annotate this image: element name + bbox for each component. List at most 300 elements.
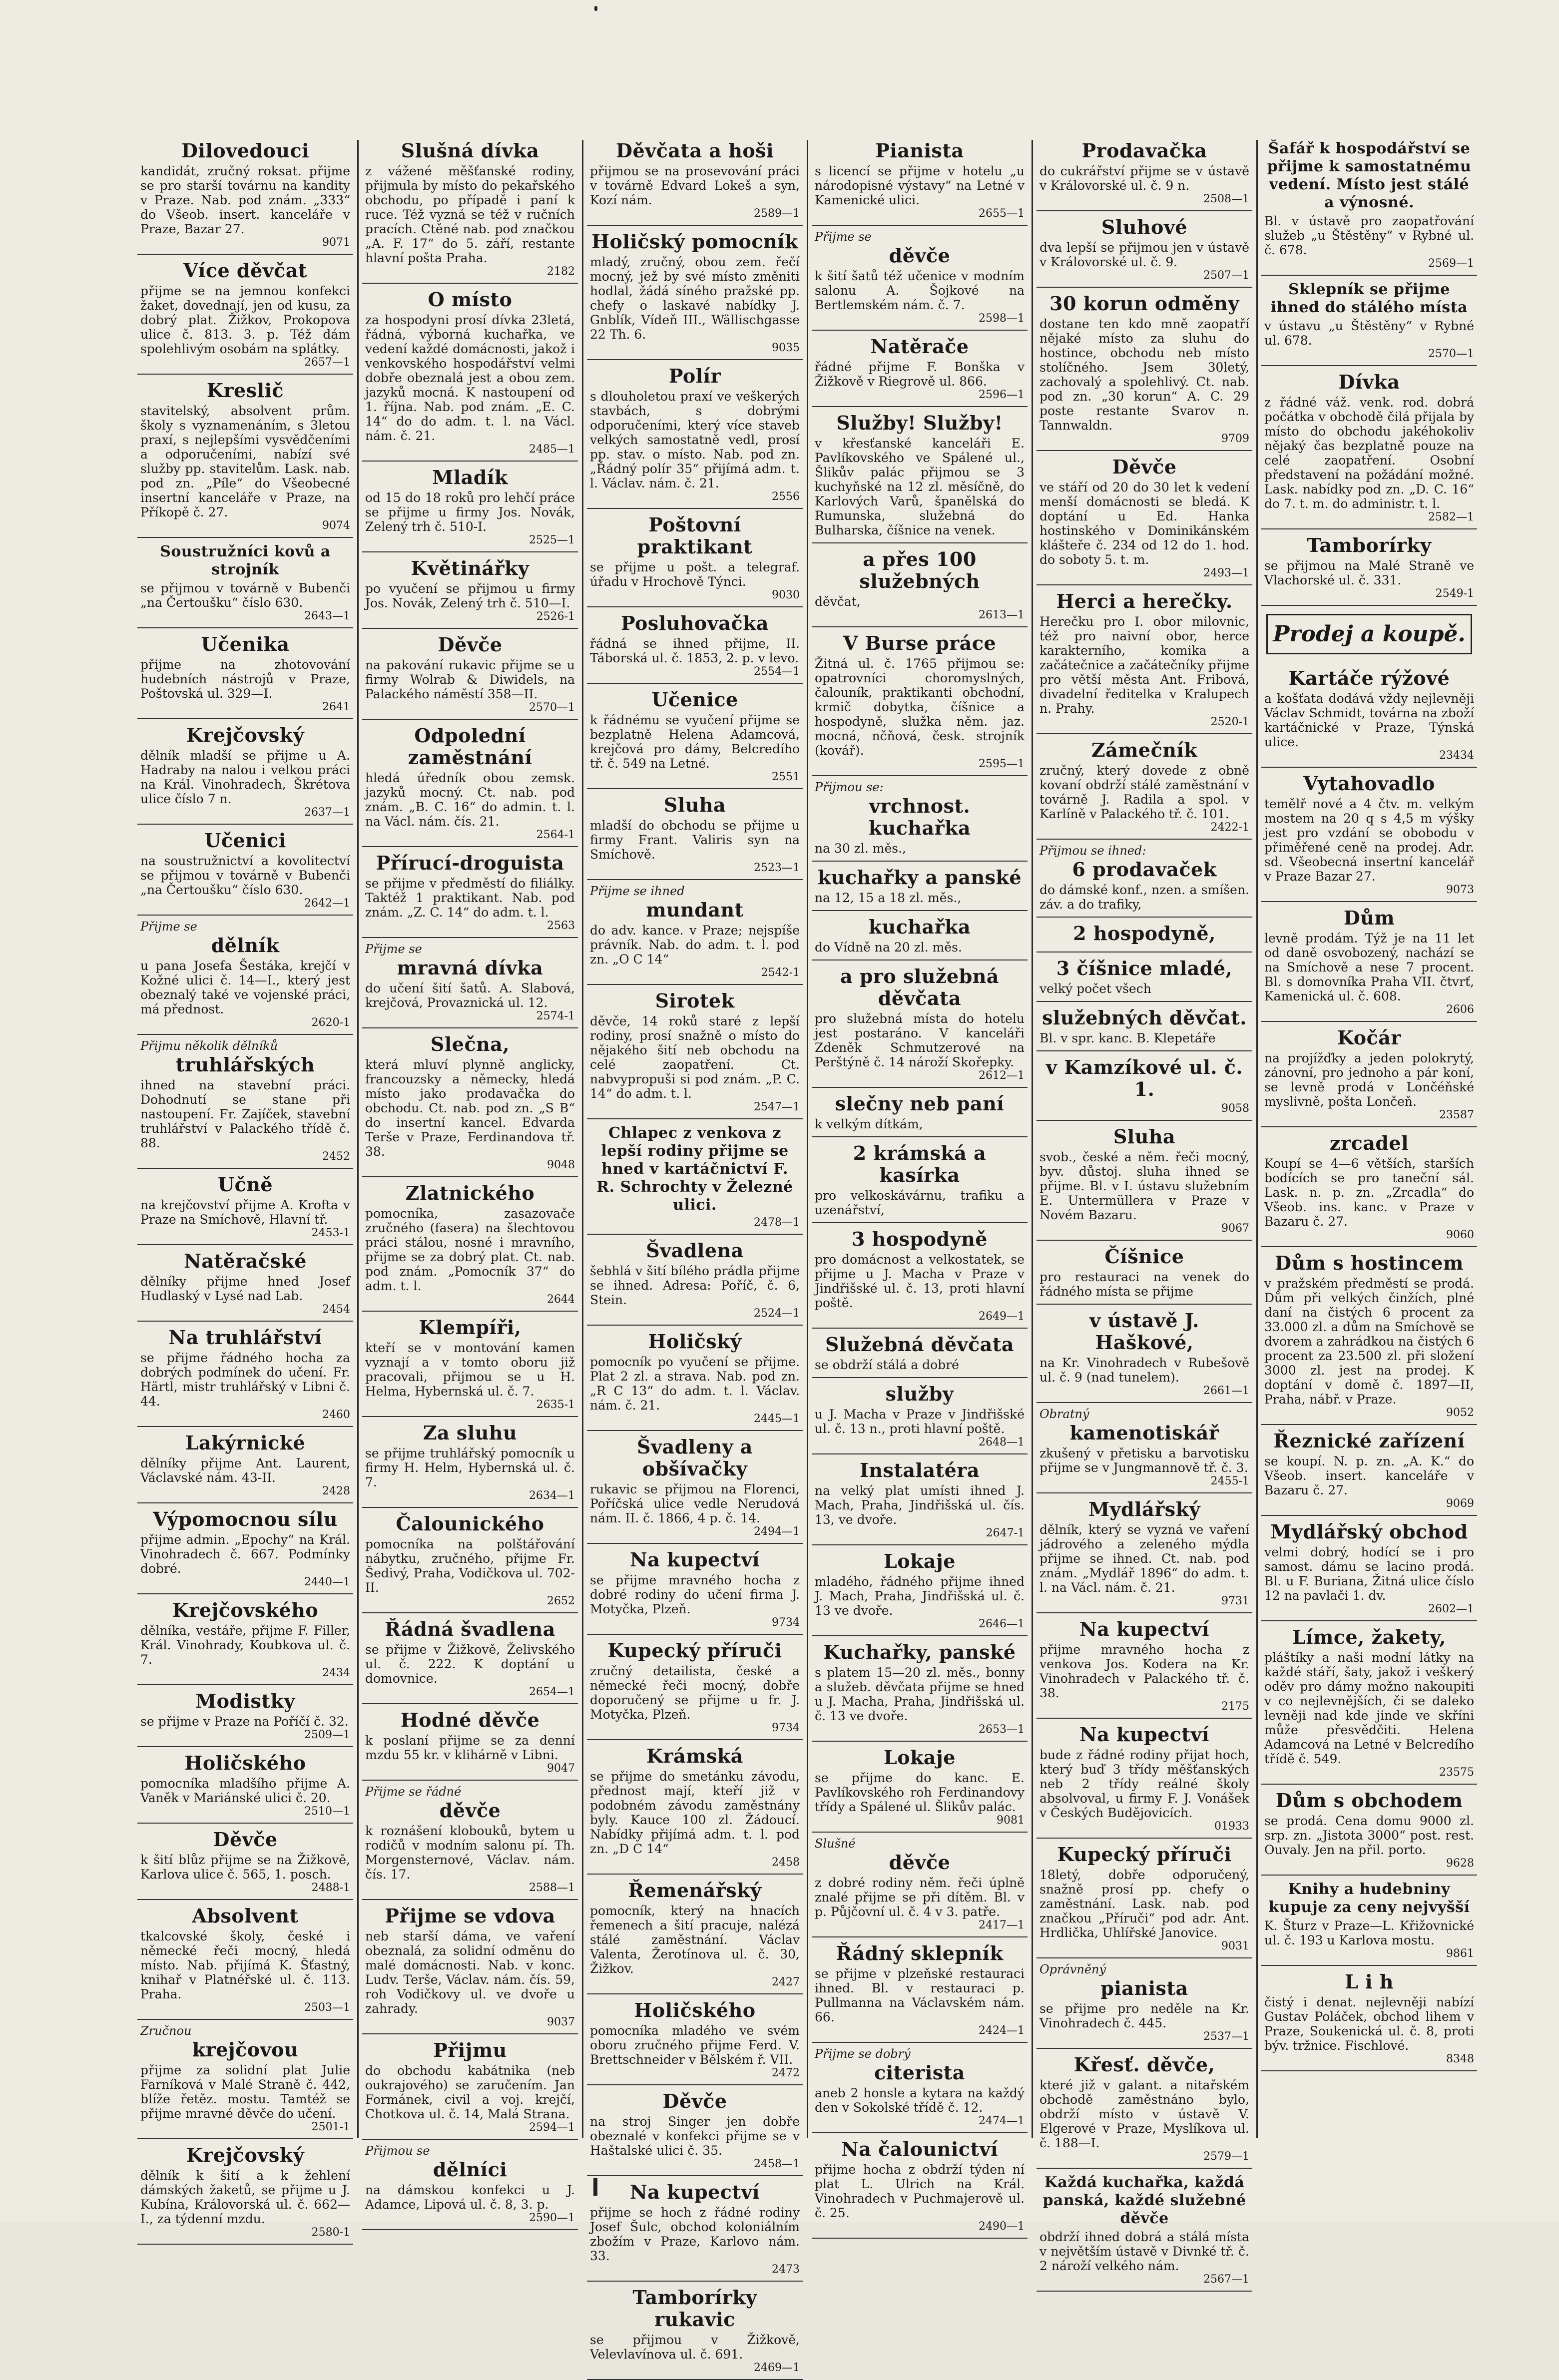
ad-reference-number: 9047 <box>547 1762 575 1775</box>
ad-headline: Řeznické zařízení <box>1273 1429 1465 1452</box>
ad-body: se přijmou v továrně v Bubenči „na Čertoušku“ číslo 630. <box>140 581 350 610</box>
classified-ad <box>812 2133 1028 2239</box>
classified-ad <box>1261 366 1477 529</box>
classified-ad <box>1037 1839 1252 1958</box>
classified-ad <box>587 2176 803 2282</box>
classified-ad <box>362 1781 578 1900</box>
ad-body: se přijme v plzeňské restauraci ihned. Bl. v restauraci p. Pullmanna na Václavském nám. 66. <box>815 1966 1025 2024</box>
ad-reference-number: 2606 <box>1446 1003 1474 1016</box>
ad-headline: Zámečník <box>1091 739 1198 761</box>
classified-ad <box>587 789 803 880</box>
ad-body: se přijme do kanc. E. Pavlíkovského roh Ferdinandovy třídy a Spálené ul. Šlikův palác. <box>815 1771 1025 1814</box>
ad-body: přijme na zhotovování hudebních nástrojů v Praze, Poštovská ul. 329—I. <box>140 657 350 701</box>
ad-body: obdrží ihned dobrá a stálá místa v největším ústavě v Divnké tř. č. 2 nároží velkého nám. <box>1039 2230 1249 2273</box>
classified-ad <box>587 880 803 985</box>
ad-preline: Přijmou se ihned: <box>1039 844 1146 858</box>
classified-ad <box>1261 1247 1477 1425</box>
ad-preline: Zručnou <box>140 2024 192 2038</box>
ad-preline: Přijme se řádné <box>365 1785 462 1799</box>
ad-headline: Slečna, <box>430 1033 510 1055</box>
column-rule <box>357 140 359 2138</box>
ad-body: pláštíky a naši modní látky na každé stáří, šaty, jakož i veškerý oděv pro dámy možno nakoupiti v co nejlevnějších, či se daleko levněji nad kde jinde ve skříni může přesvědčiti. Helena Adamcová na Letné v Belcredího třídě č. 549. <box>1264 1650 1474 1766</box>
ad-headline: Děvče <box>1112 456 1177 478</box>
ad-headline: Na kupectví <box>630 1548 760 1571</box>
ad-body: řádná se ihned přijme, II. Táborská ul. č. 1853, 2. p. v levo. <box>590 636 800 665</box>
ad-reference-number: 2569—1 <box>1428 257 1474 270</box>
ad-headline: Kočár <box>1337 1026 1401 1049</box>
classified-ad <box>137 2139 353 2245</box>
classified-ad <box>1261 662 1477 768</box>
classified-ad <box>1261 1425 1477 1516</box>
ad-body: k poslaní přijme se za denní mzdu 55 kr. v klihárně v Libni. <box>365 1733 575 1762</box>
ad-body: se přijme u pošt. a telegraf. úřadu v Hrochově Týnci. <box>590 560 800 589</box>
ad-body: mladší do obchodu se přijme u firmy Frant. Valiris syn na Smíchově. <box>590 818 800 862</box>
classified-ad <box>812 226 1028 331</box>
ad-headline: 2 krámská a kasírka <box>853 1142 987 1186</box>
ad-reference-number: 2520-1 <box>1210 716 1249 728</box>
ad-headline: Absolvent <box>192 1904 299 1927</box>
classified-ad <box>587 2282 803 2380</box>
classified-ad <box>137 916 353 1035</box>
ad-body: pro velkoskávárnu, trafiku a uzenářství, <box>815 1188 1025 1217</box>
classified-ad <box>812 407 1028 543</box>
ad-body: která mluví plynně anglicky, francouzsky a německy, hledá místo jako prodavačka do obchodu. Ct. nab. pod zn. „S B“ do insertní kancel. Edvarda Terše v Praze, Ferdinandova tř. 38. <box>365 1057 575 1159</box>
ad-headline: Krejčovský <box>186 724 305 746</box>
classified-ad <box>362 462 578 552</box>
ad-reference-number: 2648—1 <box>979 1436 1025 1448</box>
classified-ad <box>362 1312 578 1417</box>
ad-preline: Oprávněný <box>1039 1962 1106 1976</box>
ad-headline: Řádná švadlena <box>385 1618 555 1640</box>
classified-ad <box>137 2020 353 2139</box>
ad-headline: Švadlena <box>646 1239 744 1262</box>
ad-column-1 <box>137 135 353 2239</box>
ad-reference-number: 2488-1 <box>311 1882 350 1894</box>
classified-ad <box>587 2085 803 2176</box>
ad-reference-number: 2563 <box>547 920 575 932</box>
ad-headline: L i h <box>1345 1970 1394 1993</box>
classified-ad <box>1261 135 1477 276</box>
ad-body: se přijme v předměstí do filiálky. Taktéž 1 praktikant. Nab. pod znám. „Z. C. 14“ do adm. t. l. <box>365 876 575 920</box>
ad-headline: krejčovou <box>192 2038 299 2061</box>
ad-reference-number: 2422-1 <box>1210 821 1249 834</box>
ad-headline: Děvče <box>438 633 503 656</box>
classified-ad <box>362 552 578 629</box>
ad-body: pro restauraci na venek do řádného místa se přijme <box>1039 1270 1249 1299</box>
page-mark-bottom <box>593 2178 597 2196</box>
ad-reference-number: 2537—1 <box>1203 2030 1249 2043</box>
ad-headline: Hodné děvče <box>400 1709 540 1731</box>
ad-preline: Přijme se ihned <box>590 884 685 898</box>
ad-reference-number: 2554—1 <box>754 665 800 678</box>
ad-body: mladého, řádného přijme ihned J. Mach, Praha, Jindřišská ul. č. 13 ve dvoře. <box>815 1574 1025 1618</box>
ad-reference-number: 8348 <box>1446 2053 1474 2065</box>
classified-ad <box>812 1378 1028 1454</box>
ad-body: do obchodu kabátnika (neb oukrajového) se zaručením. Jan Formánek, civil a voj. krejčí, Chotkova ul. č. 14, Malá Strana. <box>365 2063 575 2121</box>
ad-reference-number: 2478—1 <box>754 1216 800 1229</box>
ad-headline: Učenice <box>651 688 738 711</box>
ad-reference-number: 9734 <box>772 1616 800 1629</box>
ad-body: na velký plat umísti ihned J. Mach, Praha, Jindřišská ul. čís. 13, ve dvoře. <box>815 1483 1025 1527</box>
classified-ad <box>587 135 803 226</box>
ad-headline: citerista <box>874 2061 965 2084</box>
ad-headline: Děvče <box>213 1828 278 1851</box>
ad-body: pomocníka, zasazovače zručného (fasera) na šlechtovou práci stálou, nosné i mravního, přijme se za dobrý plat. Ct. nab. pod znám. „Pomocník 37“ do adm. t. l. <box>365 1206 575 1293</box>
ad-body: se přijme v Žižkově, Želivského ul. č. 222. K doptání u domovnice. <box>365 1642 575 1686</box>
ad-headline: Zlatnického <box>405 1182 535 1204</box>
classified-ad <box>137 1824 353 1900</box>
classified-ad <box>137 1245 353 1322</box>
ad-reference-number: 9030 <box>772 589 800 601</box>
ad-body: hledá úředník obou zemsk. jazyků mocný. Ct. nab. pod znám. „B. C. 16“ do admin. t. l. na Václ. nám. čís. 21. <box>365 771 575 829</box>
ad-body: z řádné váž. venk. rod. dobrá počátka v obchodě čilá přijala by místo do obchodu jakéhokoliv nějaký čas bezplatně pouze na celé zaopatření. Osobní představení na požádání možné. Lask. nabídky pod zn. „D. C. 16“ do 7. t. m. do administr. t. l. <box>1264 395 1474 511</box>
ad-body: tkalcovské školy, české i německé řeči mocný, hledá místo. Nab. přijímá K. Šťastný, knihař v Platnéřské ul. č. 113. Praha. <box>140 1929 350 2001</box>
ad-preline: Přijme se <box>365 942 422 956</box>
column-rule <box>1032 140 1033 2138</box>
classified-ad <box>1261 1022 1477 1127</box>
ad-headline: Vytahovadlo <box>1303 772 1435 795</box>
ad-body: přijme se na jemnou konfekci žaket, dovednají, jen od kusu, za dobrý plat. Žižkov, Prokopova ulice č. 813. 3. p. Též dám spolehlivým osobám na splátky. <box>140 284 350 356</box>
ad-headline: Mydlářský obchod <box>1270 1520 1468 1543</box>
classified-ad <box>362 1177 578 1312</box>
ad-body: za hospodyni prosí dívka 23letá, řádná, výborná kuchařka, ve vedení každé domácnosti, jakož i venkovského hospodářství velmi dobře obeznalá jest a obou zem. jazyků mocná. K nastoupení od 1. října. Nab. pod znám. „E. C. 14“ do do adm. t. l. na Václ. nám. č. 21. <box>365 313 575 443</box>
ad-headline: Slušná dívka <box>401 139 539 162</box>
ad-headline: dělníci <box>433 2158 508 2181</box>
ad-reference-number: 9861 <box>1446 1947 1474 1960</box>
ad-body: pro domácnost a velkostatek, se přijme u J. Macha v Praze v Jindřišské ul. č. 13, proti hlavní poště. <box>815 1252 1025 1310</box>
ad-reference-number: 2635-1 <box>536 1399 575 1411</box>
ad-reference-number: 2556 <box>772 490 800 503</box>
ad-body: se koupí. N. p. zn. „A. K.“ do Všeob. insert. kanceláře v Bazaru č. 27. <box>1264 1454 1474 1497</box>
ad-headline: Děvčata a hoši <box>615 139 774 162</box>
ad-headline: Krejčovského <box>172 1599 319 1621</box>
ad-reference-number: 2525—1 <box>529 534 575 546</box>
classified-ad <box>1037 918 1252 952</box>
ad-reference-number: 2453-1 <box>311 1227 350 1239</box>
classified-ad <box>1261 529 1477 606</box>
ad-headline: Límce, žakety, <box>1292 1626 1447 1648</box>
ad-body: děvče, 14 roků staré z lepší rodiny, prosí snažně o místo do nějakého šití neb obchodu na celé zaopatření. Ct. nabvypropuši si pod znám. „P. C. 14“ do adm. t. l. <box>590 1014 800 1101</box>
ad-preline: Slušné <box>815 1837 856 1851</box>
ad-body: svob., české a něm. řeči mocný, byv. důstoj. sluha ihned se přijme. Bl. v I. ústavu služebním E. Untermüllera v Praze v Novém Bazaru. <box>1039 1150 1249 1222</box>
ad-reference-number: 2598—1 <box>979 312 1025 325</box>
ad-reference-number: 2424—1 <box>979 2024 1025 2037</box>
ad-body: pomocníka na polštářování nábytku, zručného, přijme Fr. Šedivý, Praha, Vodičkova ul. 702-II. <box>365 1537 575 1595</box>
classified-ad <box>137 538 353 628</box>
ad-reference-number: 2508—1 <box>1203 193 1249 205</box>
ad-reference-number: 2574-1 <box>536 1010 575 1022</box>
classified-ad <box>587 1875 803 1994</box>
ad-body: kteří se v montování kamen vyznají a v tomto oboru již pracovali, přijmou se u H. Helma, Hybernská ul. č. 7. <box>365 1341 575 1399</box>
ad-reference-number: 2524—1 <box>754 1307 800 1320</box>
ad-headline: Učenici <box>204 829 286 852</box>
classified-ad <box>812 1329 1028 1378</box>
ad-body: na 12, 15 a 18 zl. měs., <box>815 891 962 905</box>
classified-ad <box>587 1119 803 1235</box>
ad-headline: Křesť. děvče, <box>1073 2053 1215 2076</box>
ad-body: dva lepší se přijmou jen v ústavě v Královorské ul. č. 9. <box>1039 240 1249 269</box>
ad-headline: Chlapec z venkova z lepší rodiny přijme se hned v kartáčnictví F. R. Schrochty v Železné ulici. <box>596 1124 793 1214</box>
ad-reference-number: 2490—1 <box>979 2220 1025 2233</box>
ad-headline: Kartáče rýžové <box>1288 667 1450 689</box>
ad-reference-number: 2455-1 <box>1210 1475 1249 1487</box>
classified-ad <box>137 375 353 538</box>
ad-reference-number: 2445—1 <box>754 1413 800 1425</box>
ad-reference-number: 2570—1 <box>1428 348 1474 360</box>
ad-body: velmi dobrý, hodící se i pro samost. dámu se lacino prodá. Bl. u F. Buriana, Žitná ulice číslo 12 na pavlači 1. dv. <box>1264 1545 1474 1603</box>
ad-body: se prodá. Cena domu 9000 zl. srp. zn. „Jistota 3000“ post. rest. Ouvaly. Jen na přil. porto. <box>1264 1814 1474 1857</box>
ad-body: u J. Macha v Praze v Jindřišské ul. č. 13 n., proti hlavní poště. <box>815 1407 1025 1436</box>
page-mark-top <box>594 6 597 11</box>
ad-body: z dobré rodiny něm. řeči úplně znalé přijme se při dítěm. Bl. v p. Půjčovní ul. č. 4 v 3. patře. <box>815 1876 1025 1919</box>
ad-headline: Květinářky <box>411 557 529 579</box>
ad-reference-number: 2507—1 <box>1203 269 1249 282</box>
classified-ad <box>812 1742 1028 1833</box>
ad-headline: O místo <box>428 288 513 311</box>
ad-body: od 15 do 18 roků pro lehčí práce se přijme u firmy Jos. Novák, Zelený trh č. 510-I. <box>365 490 575 534</box>
ad-reference-number: 9069 <box>1446 1497 1474 1510</box>
ad-headline: v ústavě J. Haškové, <box>1089 1309 1199 1354</box>
ad-reference-number: 2473 <box>772 2263 800 2276</box>
ad-headline: Řemenářský <box>628 1879 762 1902</box>
ad-reference-number: 2493—1 <box>1203 567 1249 579</box>
classified-ad <box>812 776 1028 862</box>
ad-body: přijmou se na prosevování práci v továrně Edvard Lokeš a syn, Kozí nám. <box>590 164 800 207</box>
ad-reference-number: 9035 <box>772 342 800 354</box>
classified-ad <box>812 135 1028 226</box>
ad-reference-number: 2549-1 <box>1435 587 1474 600</box>
ad-preline: Přijmou se <box>365 2144 430 2158</box>
ad-body: dělník mladší se přijme u A. Hadraby na nalou i velkou práci na Král. Vinohradech, Škrétova ulice číslo 7 n. <box>140 748 350 806</box>
ad-headline: Natěrače <box>870 335 969 358</box>
ad-headline: Na kupectví <box>630 2181 760 2203</box>
column-rule <box>582 140 583 2138</box>
ad-headline: Výpomocnou sílu <box>153 1508 338 1530</box>
ad-reference-number: 9060 <box>1446 1229 1474 1241</box>
ad-body: zručný detailista, české a německé řeči mocný, dobře doporučený se přijme u fr. J. Motyčka, Plzeň. <box>590 1664 800 1722</box>
ad-body: 18letý, dobře odporučený, snažně prosí pp. chefy o zaměstnání. Lask. nab. pod značkou „Příruči“ pod adr. Ant. Hrdlička, Uhlířské Janovice. <box>1039 1868 1249 1940</box>
classified-ad <box>812 1137 1028 1223</box>
ad-headline: Krámská <box>646 1745 743 1767</box>
ad-headline: Lokaje <box>884 1550 956 1572</box>
ad-body: k roznášení klobouků, bytem u rodičů v modním salonu pí. Th. Morgensternové, Václav. nám. čís. 17. <box>365 1824 575 1882</box>
ad-headline: Děvče <box>662 2090 727 2112</box>
classified-ad <box>587 1740 803 1875</box>
ad-body: pomocník po vyučení se přijme. Plat 2 zl. a strava. Nab. pod zn. „R C 13“ do adm. t. l. Václav. nám. č. 21. <box>590 1355 800 1413</box>
classified-ad <box>137 628 353 719</box>
ad-reference-number: 2620-1 <box>311 1016 350 1029</box>
ad-body: zkušený v přetisku a barvotisku přijme se v Jungmannově tř. č. 3. <box>1039 1446 1249 1475</box>
ad-headline: slečny neb paní <box>835 1092 1005 1115</box>
ad-reference-number: 23587 <box>1439 1109 1474 1121</box>
ad-headline: Sluha <box>663 794 726 816</box>
ad-headline: vrchnost. kuchařka <box>868 795 971 839</box>
classified-ad <box>362 938 578 1028</box>
ad-headline: Pianista <box>875 139 964 162</box>
classified-ad <box>812 1223 1028 1329</box>
ad-headline: Na čalounictví <box>841 2138 999 2160</box>
ad-body: s platem 15—20 zl. měs., bonny a služeb. děvčata přijme se hned u J. Macha, Praha, Jindřišská ul. č. 13 ve dvoře. <box>815 1665 1025 1723</box>
ad-headline: kuchařky a panské <box>817 866 1022 889</box>
ad-reference-number: 2641 <box>322 701 350 713</box>
ad-headline: kamenotiskář <box>1069 1422 1219 1444</box>
ad-headline: Holičský pomocník <box>591 230 798 253</box>
ad-reference-number: 2434 <box>322 1667 350 1679</box>
ad-body: na soustružnictví a kovolitectví se přijmou v továrně v Bubenči „na Čertoušku“ číslo 630. <box>140 854 350 897</box>
ad-reference-number: 2510—1 <box>304 1805 350 1818</box>
ad-reference-number: 2472 <box>772 2067 800 2079</box>
ad-headline: Sklepník se přijme ihned do stálého místa <box>1270 281 1468 316</box>
ad-body: zručný, který dovede z obně kovaní obdrží stálé zaměstnání v továrně J. Radila a spol. v Karlíně v Palackého tř. č. 101. <box>1039 763 1249 821</box>
ad-headline: v Kamzíkové ul. č. 1. <box>1045 1056 1243 1100</box>
ad-body: dělníky přijme hned Josef Hudlaský v Lysé nad Lab. <box>140 1274 350 1303</box>
ad-reference-number: 2458—1 <box>754 2158 800 2170</box>
ad-headline: Služebná děvčata <box>825 1333 1015 1356</box>
ad-headline: Na truhlářství <box>168 1326 322 1349</box>
classified-ad <box>137 1169 353 1245</box>
ad-reference-number: 9081 <box>997 1814 1025 1827</box>
ad-preline: Přijme se <box>815 230 872 244</box>
ad-column-3 <box>587 135 803 2374</box>
ad-headline: služby <box>885 1383 954 1405</box>
classified-ad <box>1037 288 1252 451</box>
ad-headline: Holičského <box>634 1999 756 2021</box>
ad-headline: služebných děvčat. <box>1042 1006 1247 1029</box>
ad-headline: V Burse práce <box>843 632 997 654</box>
ad-reference-number: 2567—1 <box>1203 2273 1249 2286</box>
ad-column-5 <box>1037 135 1252 2286</box>
ad-reference-number: 2523—1 <box>754 862 800 874</box>
classified-ad <box>812 960 1028 1088</box>
classified-ad <box>587 509 803 607</box>
ad-reference-number: 2454 <box>322 1303 350 1316</box>
ad-reference-number: 9037 <box>547 2016 575 2028</box>
ad-reference-number: 2580-1 <box>311 2226 350 2239</box>
ad-body: v pražském předměstí se prodá. Dům při velkých činžích, plné daní na čistých 6 procent za 33.000 zl. a dům na Smíchově se dvorem a zahrádkou na čistých 6 procent za 23.500 zl. při složení 3000 zl. jest na prodej. K doptání v domě č. 1897—II, Praha, nábř. v Praze. <box>1264 1276 1474 1407</box>
ad-reference-number: 2602—1 <box>1428 1603 1474 1615</box>
ad-headline: děvče <box>439 1799 501 1822</box>
ad-reference-number: 2579—1 <box>1203 2150 1249 2163</box>
classified-ad <box>137 1322 353 1427</box>
ad-body: na pakování rukavic přijme se u firmy Wolrab & Diwidels, na Palackého náměstí 358—II. <box>365 658 575 701</box>
ad-reference-number: 2612—1 <box>979 1069 1025 1082</box>
ad-reference-number: 01933 <box>1214 1820 1249 1833</box>
ad-headline: Knihy a hudebniny kupuje za ceny nejvyšší <box>1268 1881 1470 1916</box>
ad-reference-number: 2594—1 <box>529 2121 575 2134</box>
ad-reference-number: 2452 <box>322 1150 350 1163</box>
classified-ad <box>362 629 578 720</box>
classified-ad <box>587 985 803 1119</box>
ad-headline: truhlářských <box>175 1053 315 1076</box>
ad-reference-number: 2589—1 <box>754 207 800 220</box>
ad-body: K. Šturz v Praze—L. Křižovnické ul. č. 193 u Karlova mostu. <box>1264 1918 1474 1947</box>
ad-body: na dámskou konfekci u J. Adamce, Lipová ul. č. 8, 3. p. <box>365 2183 575 2212</box>
ad-reference-number: 2655—1 <box>979 207 1025 220</box>
classified-ad <box>362 1417 578 1508</box>
classified-ad <box>1261 1621 1477 1785</box>
classified-ad <box>362 1028 578 1177</box>
ad-headline: Mladík <box>432 466 508 488</box>
ad-body: Bl. v spr. kanc. B. Klepetáře <box>1039 1031 1216 1045</box>
ad-reference-number: 2509—1 <box>304 1729 350 1741</box>
ad-headline: Švadleny a obšívačky <box>637 1435 753 1480</box>
ad-body: do adv. kance. v Praze; nejspíše právník. Nab. do adm. t. l. pod zn. „O C 14“ <box>590 923 800 966</box>
classified-ad <box>1037 1305 1252 1403</box>
ad-body: pomocníka mladého ve svém oboru zručného přijme Ferd. V. Brettschneider v Bělském ř. VII. <box>590 2023 800 2067</box>
ad-headline: Za sluhu <box>423 1422 518 1444</box>
ad-headline: Tamborírky rukavic <box>632 2286 757 2331</box>
ad-body: Bl. v ústavě pro zaopatřování služeb „u Štěstěny“ v Rybné ul. č. 678. <box>1264 214 1474 257</box>
ad-body: které již v galant. a nitařském obchodě zaměstnáno bylo, obdrží místo v ústavě V. Elgerové v Praze, Myslíkova ul. č. 188—I. <box>1039 2078 1249 2150</box>
ad-body: neb starší dáma, ve vaření obeznalá, za solidní odměnu do malé domácnosti. Nab. v konc. Ludv. Terše, Václav. nám. čís. 59, roh Vodičkovy ul. ve dvoře u zahrady. <box>365 1929 575 2016</box>
ad-reference-number: 2547—1 <box>754 1101 800 1113</box>
ad-headline: Sirotek <box>655 989 735 1012</box>
ad-reference-number: 2588—1 <box>529 1882 575 1894</box>
ad-reference-number: 2428 <box>322 1485 350 1497</box>
ad-body: Herečku pro I. obor milovnic, též pro naivní obor, herce karakterního, komika a začátečnice a začátečníky přijme pro větší města Ant. Fribová, divadelní ředitelka v Kralupech n. Prahy. <box>1039 614 1249 716</box>
ad-body: přijme se hoch z řádné rodiny Josef Šulc, obchod koloniálním zbožím v Praze, Karlovo nám. 33. <box>590 2205 800 2263</box>
classified-ad <box>1037 1403 1252 1493</box>
ad-body: v křesťanské kanceláři E. Pavlíkovského ve Spálené ul., Šlikův palác přijmou se 3 kuchyňské na 12 zl. měsíčně, do Karlových Varů, španělská do Rumunska, služebná do Bulharska, číšnice na venek. <box>815 436 1025 537</box>
ad-reference-number: 2182 <box>547 265 575 278</box>
ad-headline: Dům s hostincem <box>1275 1252 1464 1274</box>
ad-headline: mundant <box>646 899 744 921</box>
ad-column-4 <box>812 135 1028 2233</box>
ad-reference-number: 2661—1 <box>1203 1385 1249 1397</box>
classified-ad <box>812 1833 1028 1937</box>
ad-body: na krejčovství přijme A. Krofta v Praze na Smíchově, Hlavní tř. <box>140 1198 350 1227</box>
ad-body: velký počet všech <box>1039 981 1151 996</box>
classified-ad <box>137 1427 353 1503</box>
classified-ad <box>137 1900 353 2020</box>
ad-reference-number: 2647-1 <box>986 1527 1025 1539</box>
ad-reference-number: 23575 <box>1439 1766 1474 1779</box>
ad-headline: Sluhové <box>1101 216 1188 238</box>
ad-body: k šití šatů též učenice v modním salonu A. Šojkové na Bertlemském nám. č. 7. <box>815 269 1025 312</box>
ad-headline: Natěračské <box>184 1250 307 1272</box>
ad-headline: Kreslič <box>206 379 284 402</box>
ad-body: přijme mravného hocha z venkova Jos. Kodera na Kr. Vinohradech v Palackého tř. č. 38. <box>1039 1642 1249 1700</box>
classified-ad <box>1261 768 1477 902</box>
classified-ad <box>1037 1051 1252 1121</box>
classified-ad <box>137 1747 353 1824</box>
classified-ad <box>137 1685 353 1747</box>
ad-headline: Herci a herečky. <box>1056 590 1233 612</box>
ad-body: pomocník, který na hnacích řemenech a šití pracuje, nalézá stálé zaměstnání. Václav Valenta, Žerotínova ul. č. 30, Žižkov. <box>590 1904 800 1976</box>
ad-body: rukavic se přijmou na Florenci, Poříčská ulice vedle Nerudová nám. II. č. 1866, 4 p. č. 14. <box>590 1482 800 1525</box>
ad-body: dělníky přijme Ant. Laurent, Václavské nám. 43-II. <box>140 1456 350 1485</box>
ad-headline: 30 korun odměny <box>1049 292 1239 315</box>
ad-body: v ústavu „u Štěstěny“ v Rybné ul. 678. <box>1264 319 1474 348</box>
classified-ad <box>1261 1876 1477 1966</box>
ad-preline: Obratný <box>1039 1407 1089 1421</box>
ad-body: pro služebná místa do hotelu jest postaráno. V kanceláři Zdeněk Schmutzerové na Perštýně č. 14 nároží Skořepky. <box>815 1011 1025 1069</box>
ad-body: k šití blůz přijme se na Žižkově, Karlova ulice č. 565, 1. posch. <box>140 1853 350 1882</box>
ad-body: na 30 zl. měs., <box>815 841 906 856</box>
ad-headline: Dům <box>1343 907 1395 929</box>
classified-ad <box>587 684 803 789</box>
ad-reference-number: 2542-1 <box>761 966 800 979</box>
ad-headline: děvče <box>889 1851 951 1874</box>
classified-ad <box>1037 135 1252 211</box>
classified-ad <box>1037 1002 1252 1051</box>
ad-reference-number: 9734 <box>772 1722 800 1734</box>
ad-headline: Holičský <box>648 1330 742 1353</box>
ad-body: přijme admin. „Epochy“ na Král. Vinohradech č. 667. Podmínky dobré. <box>140 1532 350 1576</box>
ad-reference-number: 2595—1 <box>979 758 1025 770</box>
ad-headline: Řádný sklepník <box>836 1942 1004 1964</box>
ad-body: se přijme pro neděle na Kr. Vinohradech č. 445. <box>1039 2001 1249 2030</box>
